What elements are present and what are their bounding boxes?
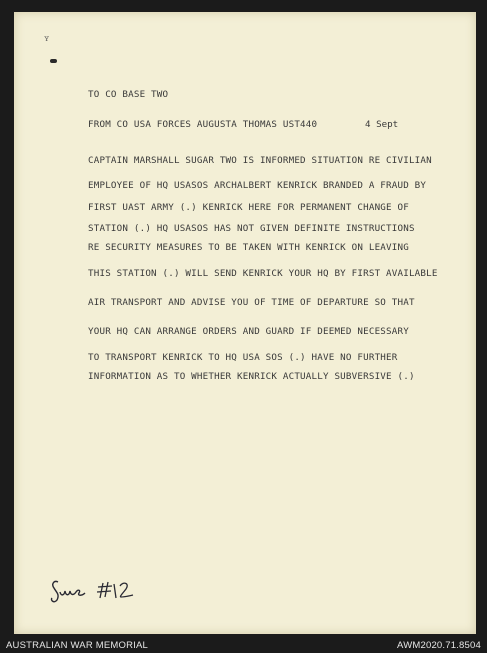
accession-number: AWM2020.71.8504 [397,640,481,651]
memo-from: FROM CO USA FORCES AUGUSTA THOMAS UST440 [88,119,318,130]
body-line: CAPTAIN MARSHALL SUGAR TWO IS INFORMED SITUATION RE CIVILIAN [88,155,432,166]
body-line: YOUR HQ CAN ARRANGE ORDERS AND GUARD IF DEEMED NECESSARY [88,326,409,337]
institution-credit: AUSTRALIAN WAR MEMORIAL [6,640,149,651]
handwritten-signature [48,576,143,606]
body-line: AIR TRANSPORT AND ADVISE YOU OF TIME OF DEPARTURE SO THAT [88,297,415,308]
memo-date: 4 Sept [365,119,399,130]
body-line: TO TRANSPORT KENRICK TO HQ USA SOS (.) HAVE NO FURTHER [88,352,398,363]
body-line: STATION (.) HQ USASOS HAS NOT GIVEN DEFINITE INSTRUCTIONS [88,223,415,234]
memo-paper [14,12,476,634]
body-line: FIRST UAST ARMY (.) KENRICK HERE FOR PERMANENT CHANGE OF [88,202,409,213]
body-line: THIS STATION (.) WILL SEND KENRICK YOUR HQ BY FIRST AVAILABLE [88,268,438,279]
memo-to: TO CO BASE TWO [88,89,169,100]
staple-hole [50,59,57,63]
body-line: RE SECURITY MEASURES TO BE TAKEN WITH KENRICK ON LEAVING [88,242,409,253]
pencil-mark: ʏ [44,34,50,43]
body-line: EMPLOYEE OF HQ USASOS ARCHALBERT KENRICK BRANDED A FRAUD BY [88,180,427,191]
body-line: INFORMATION AS TO WHETHER KENRICK ACTUALLY SUBVERSIVE (.) [88,371,415,382]
